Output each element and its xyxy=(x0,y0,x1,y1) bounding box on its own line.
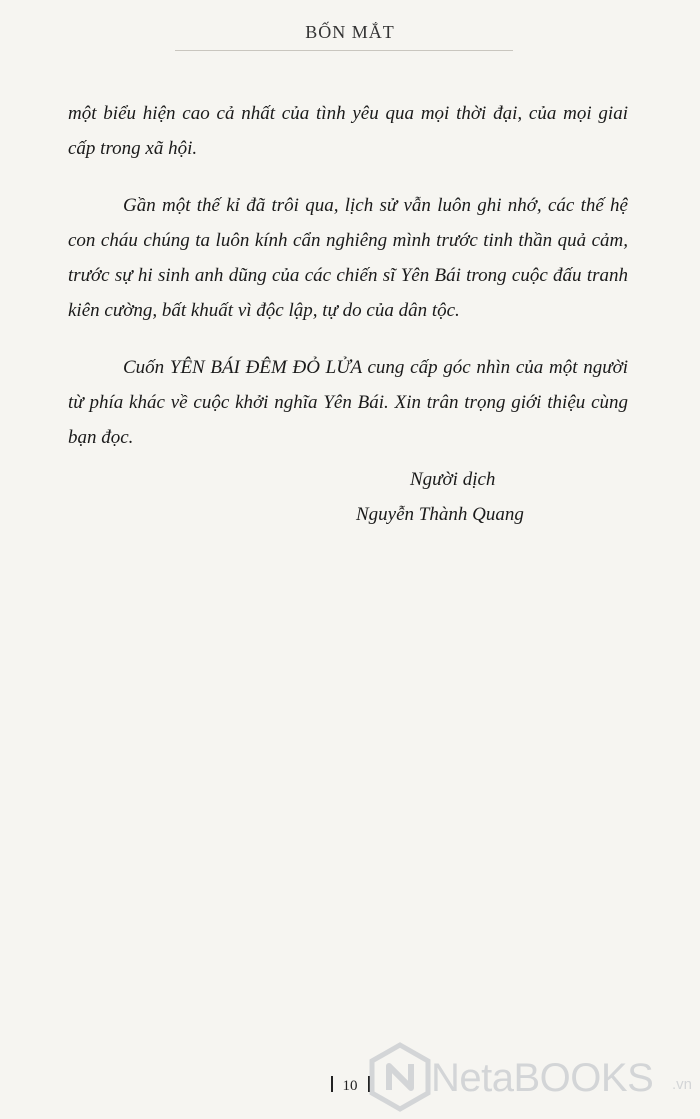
paragraph: Cuốn YÊN BÁI ĐÊM ĐỎ LỬA cung cấp góc nhìn của một người từ phía khác về cuộc khởi nghĩa Yên Bái. Xin trân trọng giới thiệu cùng bạn đọc. xyxy=(68,357,628,448)
page-number-value: 10 xyxy=(342,1078,358,1094)
watermark xyxy=(365,1042,695,1112)
watermark-text: NetaBOOKS xyxy=(431,1056,654,1100)
running-header: BỐN MẮT xyxy=(305,22,395,42)
translator-name: Nguyễn Thành Quang xyxy=(356,504,524,525)
header-divider xyxy=(175,50,513,51)
watermark-suffix: .vn xyxy=(672,1076,693,1093)
paragraph: Gần một thế kỉ đã trôi qua, lịch sử vẫn luôn ghi nhớ, các thế hệ con cháu chúng ta luôn kính cẩn nghiêng mình trước tinh thần quả cảm, trước sự hi sinh anh dũng của các chiến sĩ Yên Bái trong cuộc đấu tranh kiên cường, bất khuất vì độc lập, tự do của dân tộc. xyxy=(68,195,628,321)
translator-role: Người dịch xyxy=(410,469,496,490)
netabooks-logo-icon xyxy=(365,1042,435,1112)
body-text xyxy=(68,96,628,477)
paragraph: một biểu hiện cao cả nhất của tình yêu qua mọi thời đại, của mọi giai cấp trong xã hội. xyxy=(68,103,628,159)
page-number-bar-left xyxy=(331,1076,333,1092)
